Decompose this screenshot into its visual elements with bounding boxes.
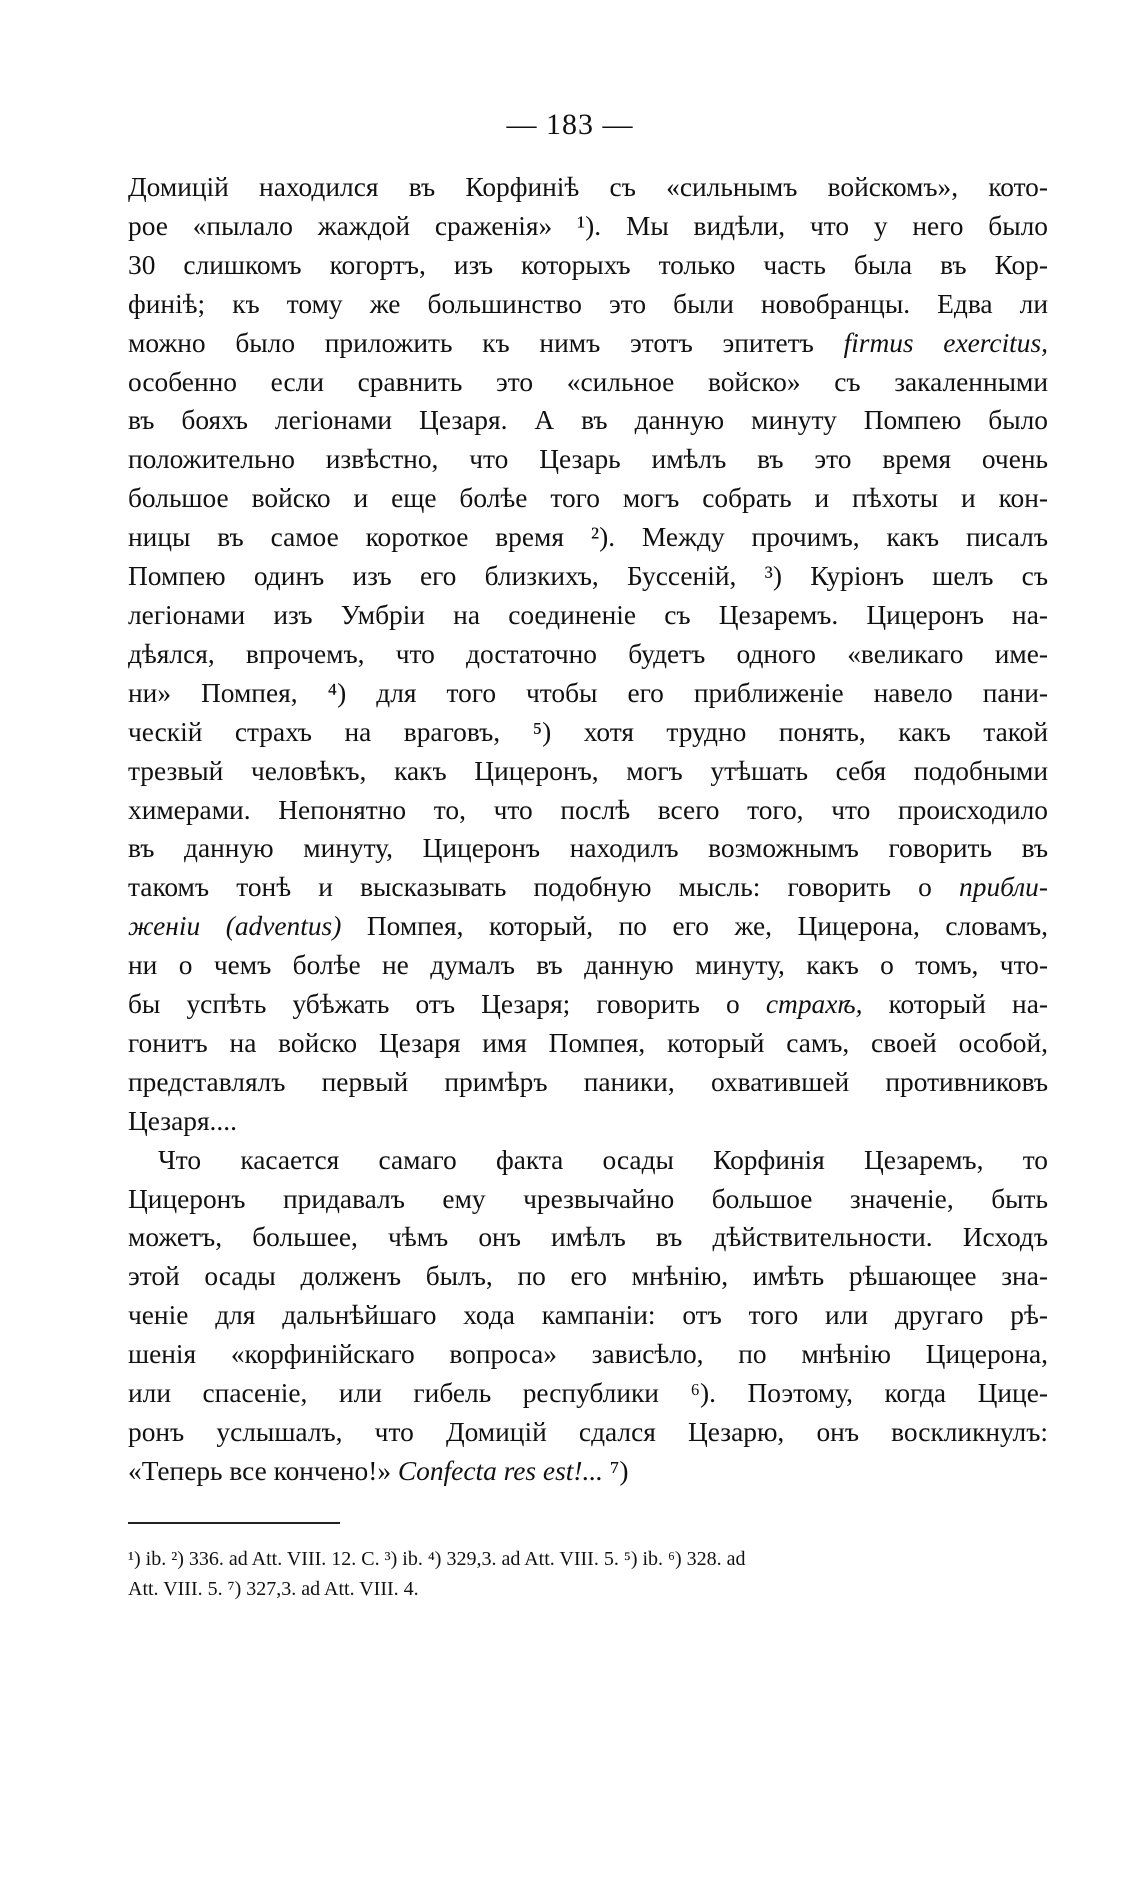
page-number: — 183 — [506, 108, 634, 141]
text-line: въ бояхъ легіонами Цезаря. А въ данную минуту Помпею было [128, 405, 1048, 436]
text-line: Цицеронъ придавалъ ему чрезвычайно большое значеніе, быть [128, 1183, 1048, 1214]
italic-phrase: страхѣ, [765, 989, 863, 1020]
text-line [128, 985, 1048, 1024]
text-line [128, 907, 1048, 946]
body-text [128, 168, 1048, 1491]
text-line: или спасеніе, или гибель республики ⁶). Поэтому, когда Цице- [128, 1378, 1048, 1409]
text-line: ческій страхъ на враговъ, ⁵) хотя трудно понять, какъ такой [128, 716, 1048, 747]
footnote-divider [128, 1522, 340, 1524]
text-line: легіонами изъ Умбріи на соединеніе съ Цезаремъ. Цицеронъ на- [128, 599, 1048, 630]
text-line: положительно извѣстно, что Цезарь имѣлъ въ это время очень [128, 444, 1048, 475]
text-line: ницы въ самое короткое время ²). Между прочимъ, какъ писалъ [128, 522, 1048, 553]
text-line: 30 слишкомъ когортъ, изъ которыхъ только часть была въ Кор- [128, 249, 1048, 280]
text-line: Помпею одинъ изъ его близкихъ, Буссеній, ³) Куріонъ шелъ съ [128, 561, 1048, 592]
text-line: химерами. Непонятно то, что послѣ всего того, что происходило [128, 794, 1048, 825]
italic-phrase: прибли- [959, 872, 1048, 903]
footnote-line: Att. VIII. 5. ⁷) 327,3. ad Att. VIII. 4. [128, 1578, 419, 1600]
text-fragment: бы успѣть убѣжать отъ Цезаря; говорить о [128, 989, 766, 1020]
paragraph-1 [128, 168, 1048, 1141]
paragraph-2 [128, 1141, 1048, 1491]
text-line: шенія «корфинійскаго вопроса» зависѣло, по мнѣнію Цицерона, [128, 1339, 1048, 1370]
text-fragment: «Теперь все кончено!» [128, 1455, 398, 1486]
italic-phrase: Confecta res est!... [397, 1455, 604, 1486]
text-line: ни о чемъ болѣе не думалъ въ данную минуту, какъ о томъ, что- [128, 950, 1048, 981]
text-line: ронъ услышалъ, что Домицій сдался Цезарю, онъ воскликнулъ: [128, 1417, 1048, 1447]
footnote-line: ¹) ib. ²) 336. ad Att. VIII. 12. C. ³) ib. ⁴) 329,3. ad Att. VIII. 5. ⁵) ib. ⁶) 328. ad [128, 1548, 746, 1570]
text-fragment: такомъ тонѣ и высказывать подобную мысль: говорить о [128, 872, 960, 903]
text-line: дѣялся, впрочемъ, что достаточно будетъ одного «великаго име- [128, 638, 1048, 669]
text-line: ни» Помпея, ⁴) для того чтобы его приближеніе навело пани- [128, 677, 1048, 708]
text-line: рое «пылало жаждой сраженія» ¹). Мы видѣли, что у него было [128, 210, 1048, 241]
text-line: представлялъ первый примѣръ паники, охватившей противниковъ [128, 1066, 1048, 1097]
text-line: Цезаря.... [128, 1105, 237, 1136]
italic-phrase: (adventus) [225, 911, 342, 942]
text-line: большое войско и еще болѣе того могъ собрать и пѣхоты и кон- [128, 483, 1048, 514]
text-line: ченіе для дальнѣйшаго хода кампаніи: отъ того или другаго рѣ- [128, 1300, 1048, 1331]
text-fragment: Помпея, который, по его же, Цицерона, словамъ, [341, 911, 1048, 942]
text-line [128, 1452, 1048, 1491]
text-line: Что касается самаго факта осады Корфинія Цезаремъ, то [158, 1144, 1048, 1175]
text-line: особенно если сравнить это «сильное войско» съ закаленными [128, 366, 1048, 397]
text-fragment: который на- [862, 989, 1048, 1020]
text-line [128, 324, 1048, 363]
text-line [128, 868, 1048, 907]
text-fragment: можно было приложить къ нимъ этотъ эпитетъ [128, 327, 844, 358]
text-line: финіѣ; къ тому же большинство это были новобранцы. Едва ли [128, 288, 1048, 319]
footnotes [128, 1544, 1048, 1604]
italic-phrase: женіи [128, 911, 201, 942]
text-line: можетъ, большее, чѣмъ онъ имѣлъ въ дѣйствительности. Исходъ [128, 1222, 1048, 1253]
text-line: трезвый человѣкъ, какъ Цицеронъ, могъ утѣшать себя подобными [128, 755, 1048, 786]
text-line: гонитъ на войско Цезаря имя Помпея, который самъ, своей особой, [128, 1027, 1048, 1058]
italic-phrase: firmus exercitus, [843, 327, 1048, 358]
footnote-ref: ⁷) [603, 1455, 629, 1486]
text-line: этой осады долженъ былъ, по его мнѣнію, имѣть рѣшающее зна- [128, 1261, 1048, 1292]
text-line: Домицій находился въ Корфиніѣ съ «сильнымъ войскомъ», кото- [128, 172, 1048, 202]
text-line: въ данную минуту, Цицеронъ находилъ возможнымъ говорить въ [128, 833, 1048, 864]
